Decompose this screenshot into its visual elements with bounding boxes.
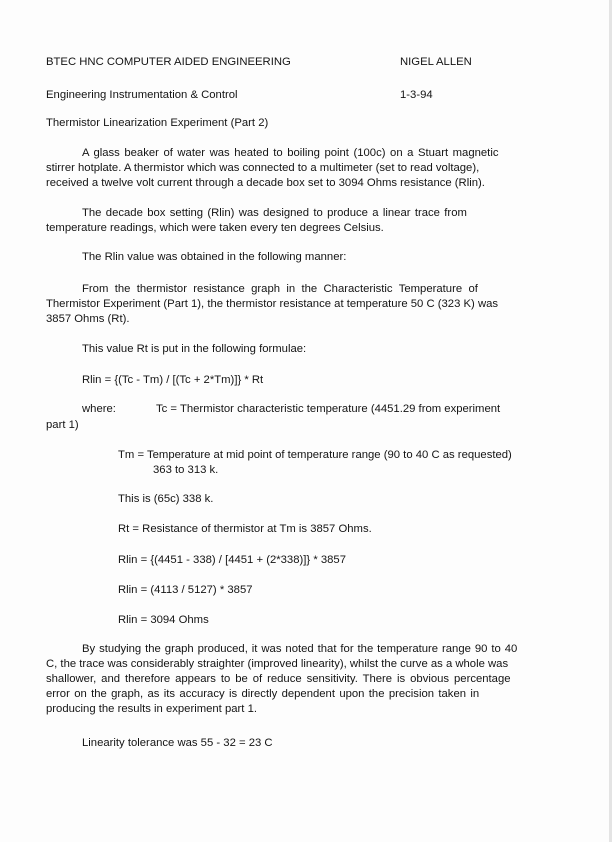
paragraph-4-line: Thermistor Experiment (Part 1), the thermistor resistance at temperature 50 C (323 K) was	[46, 298, 499, 310]
paragraph-2-line: The decade box setting (Rlin) was designed to produce a linear trace from	[82, 207, 467, 219]
paragraph-3: The Rlin value was obtained in the following manner:	[82, 251, 347, 263]
author-name: NIGEL ALLEN	[400, 56, 472, 68]
calculation-step-2: Rlin = (4113 / 5127) * 3857	[118, 584, 253, 596]
paragraph-6-line: error on the graph, as its accuracy is directly dependent upon the precision taken in	[46, 688, 480, 700]
paragraph-2	[46, 206, 546, 236]
rt-definition: Rt = Resistance of thermistor at Tm is 3857 Ohms.	[118, 523, 372, 535]
module-name: Engineering Instrumentation & Control	[46, 89, 238, 101]
paragraph-1	[46, 146, 546, 191]
course-heading: BTEC HNC COMPUTER AIDED ENGINEERING	[46, 56, 291, 68]
paragraph-4-line: 3857 Ohms (Rt).	[46, 313, 130, 325]
where-label: where:	[82, 403, 116, 415]
paragraph-4-line: From the thermistor resistance graph in the Characteristic Temperature of	[82, 283, 478, 295]
paragraph-2-line: temperature readings, which were taken every ten degrees Celsius.	[46, 222, 384, 234]
calculation-step-1: Rlin = {(4451 - 338) / [4451 + (2*338)]} * 3857	[118, 554, 346, 566]
paragraph-1-line: A glass beaker of water was heated to boiling point (100c) on a Stuart magnetic	[82, 147, 499, 159]
paragraph-6-line: By studying the graph produced, it was noted that for the temperature range 90 to 40	[82, 643, 518, 655]
linearity-tolerance: Linearity tolerance was 55 - 32 = 23 C	[82, 737, 273, 749]
paragraph-6-line: C, the trace was considerably straighter (improved linearity), whilst the curve as a whole was	[46, 658, 509, 670]
paragraph-6	[46, 642, 566, 717]
paragraph-6-line: shallower, and therefore appears to be of reduce sensitivity. There is obvious percentage	[46, 673, 511, 685]
document-date: 1-3-94	[400, 89, 433, 101]
paragraph-6-line: producing the results in experiment part 1.	[46, 703, 257, 715]
calculation-result: Rlin = 3094 Ohms	[118, 614, 209, 626]
tc-definition: Tc = Thermistor characteristic temperature (4451.29 from experiment	[156, 403, 501, 415]
tm-definition: Tm = Temperature at mid point of temperature range (90 to 40 C as requested)	[118, 449, 512, 461]
paragraph-4	[46, 282, 546, 327]
document-title: Thermistor Linearization Experiment (Part 2)	[46, 117, 269, 129]
rlin-formula: Rlin = {(Tc - Tm) / [(Tc + 2*Tm)]} * Rt	[82, 374, 264, 386]
tc-definition-continued: part 1)	[46, 419, 79, 431]
paragraph-1-line: received a twelve volt current through a decade box set to 3094 Ohms resistance (Rlin).	[46, 177, 485, 189]
tm-definition-continued: 363 to 313 k.	[153, 464, 219, 476]
paragraph-1-line: stirrer hotplate. A thermistor which was connected to a multimeter (set to read voltage),	[46, 162, 480, 174]
paragraph-5: This value Rt is put in the following formulae:	[82, 343, 307, 355]
midpoint-value: This is (65c) 338 k.	[118, 493, 214, 505]
